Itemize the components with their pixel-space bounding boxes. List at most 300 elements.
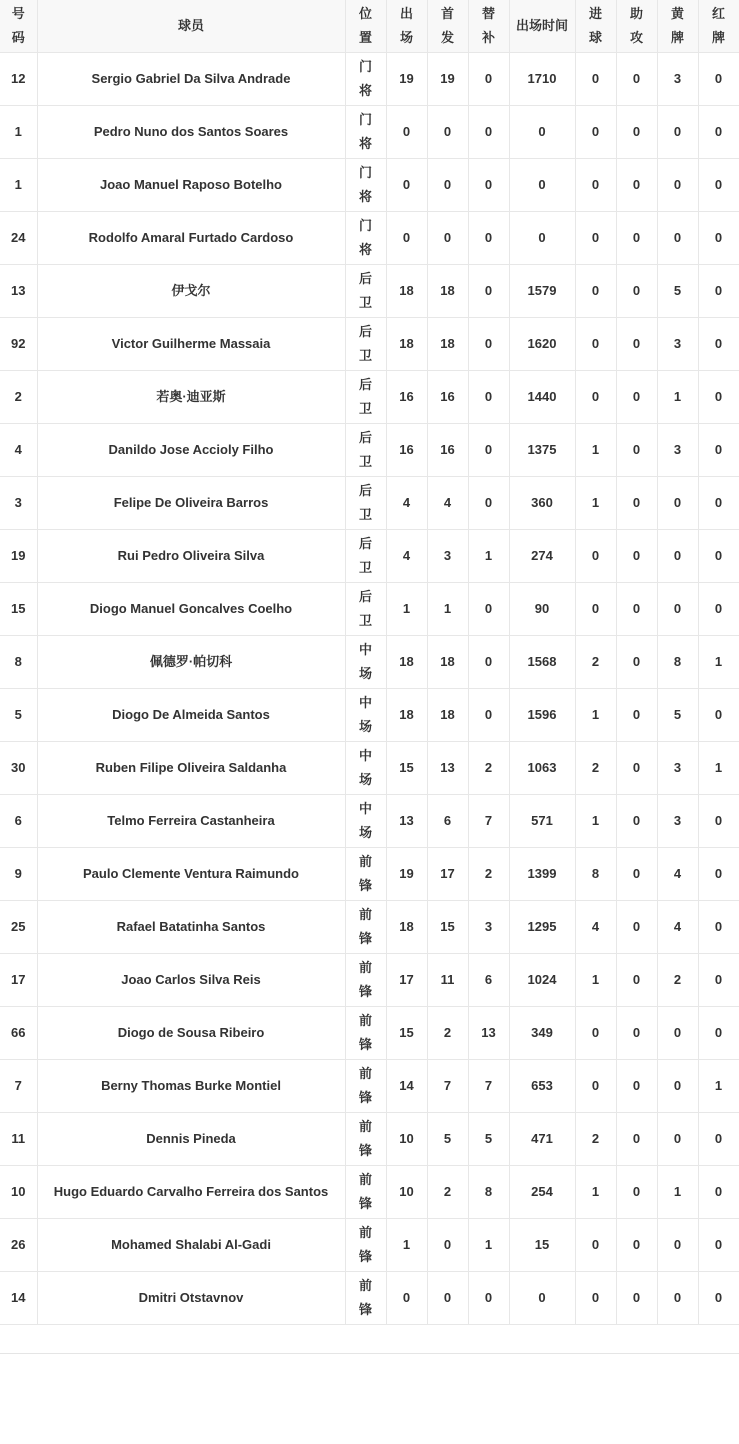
table-row bbox=[0, 318, 739, 371]
goals-value: 0 bbox=[591, 124, 600, 139]
cell-yellow-cards bbox=[657, 636, 698, 689]
assists-value: 0 bbox=[632, 1078, 641, 1093]
column-header-red-cards bbox=[698, 0, 739, 53]
cell-assists bbox=[616, 212, 657, 265]
minutes-value: 360 bbox=[531, 495, 553, 510]
player-value: Danildo Jose Accioly Filho bbox=[108, 442, 274, 457]
cell-appearances bbox=[386, 1113, 427, 1166]
table-row bbox=[0, 848, 739, 901]
cell-position bbox=[345, 583, 386, 636]
cell-yellow-cards bbox=[657, 1060, 698, 1113]
appearances-value: 14 bbox=[399, 1078, 414, 1093]
starts-value: 2 bbox=[443, 1025, 452, 1040]
red-cards-value: 0 bbox=[714, 389, 723, 404]
substitute-value: 0 bbox=[484, 442, 493, 457]
yellow-cards-value: 0 bbox=[673, 495, 682, 510]
cell-appearances bbox=[386, 530, 427, 583]
red-cards-value: 0 bbox=[714, 707, 723, 722]
cell-minutes bbox=[509, 795, 575, 848]
table-row bbox=[0, 1272, 739, 1325]
goals-value: 2 bbox=[591, 760, 600, 775]
cell-appearances bbox=[386, 583, 427, 636]
cell-starts bbox=[427, 1007, 468, 1060]
cell-number bbox=[0, 53, 37, 106]
cell-substitute bbox=[468, 53, 509, 106]
starts-value: 18 bbox=[440, 654, 455, 669]
substitute-value: 0 bbox=[484, 230, 493, 245]
minutes-value: 1063 bbox=[527, 760, 557, 775]
number-value: 5 bbox=[14, 707, 22, 722]
cell-yellow-cards bbox=[657, 1007, 698, 1060]
position-value: 中场 bbox=[358, 642, 372, 681]
cell-player bbox=[37, 530, 345, 583]
substitute-value: 0 bbox=[484, 283, 493, 298]
assists-value: 0 bbox=[632, 230, 641, 245]
cell-substitute bbox=[468, 1007, 509, 1060]
number-value: 9 bbox=[14, 866, 22, 881]
player-value: Pedro Nuno dos Santos Soares bbox=[93, 124, 289, 139]
cell-appearances bbox=[386, 1060, 427, 1113]
column-header-substitute bbox=[468, 0, 509, 53]
cell-substitute bbox=[468, 159, 509, 212]
cell-number bbox=[0, 318, 37, 371]
yellow-cards-value: 3 bbox=[673, 336, 682, 351]
cell-assists bbox=[616, 1113, 657, 1166]
red-cards-value: 0 bbox=[714, 866, 723, 881]
assists-value: 0 bbox=[632, 1184, 641, 1199]
table-row bbox=[0, 530, 739, 583]
number-value: 19 bbox=[11, 548, 26, 563]
cell-substitute bbox=[468, 1272, 509, 1325]
appearances-value: 17 bbox=[399, 972, 414, 987]
cell-goals bbox=[575, 1113, 616, 1166]
red-cards-value: 0 bbox=[714, 177, 723, 192]
cell-player bbox=[37, 1060, 345, 1113]
column-header-number bbox=[0, 0, 37, 53]
player-value: 佩德罗·帕切科 bbox=[149, 654, 233, 669]
appearances-value: 1 bbox=[402, 1237, 411, 1252]
table-row bbox=[0, 265, 739, 318]
cell-position bbox=[345, 1060, 386, 1113]
cell-player bbox=[37, 1272, 345, 1325]
player-value: Hugo Eduardo Carvalho Ferreira dos Santos bbox=[53, 1184, 329, 1199]
red-cards-value: 0 bbox=[714, 124, 723, 139]
substitute-value: 13 bbox=[481, 1025, 496, 1040]
number-value: 7 bbox=[14, 1078, 22, 1093]
player-value: Victor Guilherme Massaia bbox=[111, 336, 271, 351]
starts-value: 2 bbox=[443, 1184, 452, 1199]
cell-goals bbox=[575, 530, 616, 583]
red-cards-value: 0 bbox=[714, 336, 723, 351]
column-header-label: 替补 bbox=[481, 6, 495, 45]
cell-player bbox=[37, 371, 345, 424]
goals-value: 0 bbox=[591, 1025, 600, 1040]
red-cards-value: 0 bbox=[714, 1025, 723, 1040]
cell-substitute bbox=[468, 795, 509, 848]
column-header-label: 位置 bbox=[358, 6, 372, 45]
position-value: 中场 bbox=[358, 695, 372, 734]
substitute-value: 7 bbox=[484, 813, 493, 828]
cell-starts bbox=[427, 583, 468, 636]
assists-value: 0 bbox=[632, 283, 641, 298]
cell-appearances bbox=[386, 212, 427, 265]
cell-goals bbox=[575, 795, 616, 848]
minutes-value: 349 bbox=[531, 1025, 553, 1040]
column-header-goals bbox=[575, 0, 616, 53]
cell-substitute bbox=[468, 1166, 509, 1219]
position-value: 后卫 bbox=[358, 271, 372, 310]
cell-minutes bbox=[509, 53, 575, 106]
yellow-cards-value: 3 bbox=[673, 71, 682, 86]
cell-position bbox=[345, 1113, 386, 1166]
cell-position bbox=[345, 742, 386, 795]
cell-minutes bbox=[509, 424, 575, 477]
number-value: 4 bbox=[14, 442, 22, 457]
cell-substitute bbox=[468, 689, 509, 742]
cell-number bbox=[0, 265, 37, 318]
cell-position bbox=[345, 212, 386, 265]
goals-value: 0 bbox=[591, 283, 600, 298]
cell-red-cards bbox=[698, 689, 739, 742]
cell-starts bbox=[427, 1272, 468, 1325]
cell-player bbox=[37, 583, 345, 636]
appearances-value: 0 bbox=[402, 124, 411, 139]
cell-starts bbox=[427, 318, 468, 371]
cell-starts bbox=[427, 106, 468, 159]
substitute-value: 0 bbox=[484, 124, 493, 139]
position-value: 前锋 bbox=[358, 1119, 372, 1158]
cell-appearances bbox=[386, 954, 427, 1007]
cell-assists bbox=[616, 371, 657, 424]
assists-value: 0 bbox=[632, 601, 641, 616]
red-cards-value: 0 bbox=[714, 1290, 723, 1305]
cell-yellow-cards bbox=[657, 424, 698, 477]
number-value: 66 bbox=[11, 1025, 26, 1040]
number-value: 1 bbox=[14, 177, 22, 192]
substitute-value: 0 bbox=[484, 389, 493, 404]
minutes-value: 1295 bbox=[527, 919, 557, 934]
starts-value: 17 bbox=[440, 866, 455, 881]
cell-yellow-cards bbox=[657, 1219, 698, 1272]
cell-yellow-cards bbox=[657, 530, 698, 583]
cell-starts bbox=[427, 1113, 468, 1166]
number-value: 12 bbox=[11, 71, 26, 86]
cell-substitute bbox=[468, 477, 509, 530]
cell-number bbox=[0, 1272, 37, 1325]
goals-value: 1 bbox=[591, 442, 600, 457]
column-header-yellow-cards bbox=[657, 0, 698, 53]
cell-yellow-cards bbox=[657, 1166, 698, 1219]
cell-player bbox=[37, 742, 345, 795]
column-header-label: 首发 bbox=[440, 6, 454, 45]
position-value: 中场 bbox=[358, 748, 372, 787]
yellow-cards-value: 8 bbox=[673, 654, 682, 669]
starts-value: 18 bbox=[440, 707, 455, 722]
cell-player bbox=[37, 106, 345, 159]
position-value: 中场 bbox=[358, 801, 372, 840]
starts-value: 6 bbox=[443, 813, 452, 828]
cell-appearances bbox=[386, 53, 427, 106]
goals-value: 4 bbox=[591, 919, 600, 934]
number-value: 8 bbox=[14, 654, 22, 669]
position-value: 后卫 bbox=[358, 483, 372, 522]
table-row bbox=[0, 689, 739, 742]
player-value: Rui Pedro Oliveira Silva bbox=[117, 548, 265, 563]
cell-starts bbox=[427, 848, 468, 901]
goals-value: 0 bbox=[591, 71, 600, 86]
cell-starts bbox=[427, 636, 468, 689]
number-value: 17 bbox=[11, 972, 26, 987]
cell-assists bbox=[616, 848, 657, 901]
assists-value: 0 bbox=[632, 336, 641, 351]
cell-red-cards bbox=[698, 636, 739, 689]
table-row bbox=[0, 424, 739, 477]
assists-value: 0 bbox=[632, 71, 641, 86]
cell-red-cards bbox=[698, 477, 739, 530]
cell-substitute bbox=[468, 583, 509, 636]
cell-minutes bbox=[509, 583, 575, 636]
red-cards-value: 0 bbox=[714, 919, 723, 934]
minutes-value: 0 bbox=[538, 230, 546, 245]
number-value: 15 bbox=[11, 601, 26, 616]
minutes-value: 254 bbox=[531, 1184, 553, 1199]
red-cards-value: 0 bbox=[714, 1237, 723, 1252]
substitute-value: 5 bbox=[484, 1131, 493, 1146]
cell-number bbox=[0, 159, 37, 212]
substitute-value: 2 bbox=[484, 866, 493, 881]
yellow-cards-value: 1 bbox=[673, 1184, 682, 1199]
minutes-value: 0 bbox=[538, 1290, 546, 1305]
number-value: 1 bbox=[14, 124, 22, 139]
cell-yellow-cards bbox=[657, 689, 698, 742]
starts-value: 18 bbox=[440, 336, 455, 351]
cell-player bbox=[37, 159, 345, 212]
red-cards-value: 0 bbox=[714, 548, 723, 563]
goals-value: 2 bbox=[591, 654, 600, 669]
cell-minutes bbox=[509, 1219, 575, 1272]
cell-position bbox=[345, 159, 386, 212]
number-value: 11 bbox=[11, 1131, 26, 1146]
cell-appearances bbox=[386, 318, 427, 371]
substitute-value: 0 bbox=[484, 71, 493, 86]
column-header-label: 助攻 bbox=[629, 6, 643, 45]
player-value: Rafael Batatinha Santos bbox=[116, 919, 266, 934]
player-value: Mohamed Shalabi Al-Gadi bbox=[111, 1237, 271, 1252]
position-value: 后卫 bbox=[358, 589, 372, 628]
red-cards-value: 0 bbox=[714, 813, 723, 828]
cell-goals bbox=[575, 636, 616, 689]
cell-minutes bbox=[509, 901, 575, 954]
goals-value: 0 bbox=[591, 1290, 600, 1305]
position-value: 前锋 bbox=[358, 1278, 372, 1317]
cell-position bbox=[345, 106, 386, 159]
cell-number bbox=[0, 689, 37, 742]
cell-assists bbox=[616, 318, 657, 371]
cell-assists bbox=[616, 636, 657, 689]
cell-appearances bbox=[386, 742, 427, 795]
assists-value: 0 bbox=[632, 972, 641, 987]
player-value: 若奥·迪亚斯 bbox=[156, 389, 226, 404]
yellow-cards-value: 3 bbox=[673, 442, 682, 457]
table-row bbox=[0, 583, 739, 636]
cell-player bbox=[37, 1113, 345, 1166]
cell-red-cards bbox=[698, 583, 739, 636]
cell-position bbox=[345, 265, 386, 318]
position-value: 前锋 bbox=[358, 1066, 372, 1105]
assists-value: 0 bbox=[632, 1290, 641, 1305]
cell-substitute bbox=[468, 954, 509, 1007]
header-row bbox=[0, 0, 739, 53]
cell-substitute bbox=[468, 1060, 509, 1113]
table-row bbox=[0, 1113, 739, 1166]
starts-value: 0 bbox=[443, 230, 452, 245]
cell-player bbox=[37, 318, 345, 371]
cell-substitute bbox=[468, 265, 509, 318]
player-value: Berny Thomas Burke Montiel bbox=[101, 1078, 281, 1093]
minutes-value: 471 bbox=[531, 1131, 553, 1146]
cell-starts bbox=[427, 795, 468, 848]
cell-goals bbox=[575, 901, 616, 954]
table-row bbox=[0, 901, 739, 954]
cell-red-cards bbox=[698, 212, 739, 265]
player-value: Diogo de Sousa Ribeiro bbox=[117, 1025, 265, 1040]
appearances-value: 16 bbox=[399, 442, 414, 457]
number-value: 30 bbox=[11, 760, 26, 775]
cell-number bbox=[0, 1113, 37, 1166]
cell-assists bbox=[616, 53, 657, 106]
appearances-value: 18 bbox=[399, 283, 414, 298]
yellow-cards-value: 0 bbox=[673, 1025, 682, 1040]
appearances-value: 10 bbox=[399, 1131, 414, 1146]
number-value: 26 bbox=[11, 1237, 26, 1252]
cell-red-cards bbox=[698, 742, 739, 795]
red-cards-value: 1 bbox=[714, 760, 723, 775]
cell-goals bbox=[575, 742, 616, 795]
substitute-value: 6 bbox=[484, 972, 493, 987]
cell-position bbox=[345, 1166, 386, 1219]
cell-player bbox=[37, 53, 345, 106]
cell-assists bbox=[616, 159, 657, 212]
cell-goals bbox=[575, 318, 616, 371]
cell-yellow-cards bbox=[657, 583, 698, 636]
cell-red-cards bbox=[698, 318, 739, 371]
assists-value: 0 bbox=[632, 760, 641, 775]
substitute-value: 3 bbox=[484, 919, 493, 934]
cell-starts bbox=[427, 53, 468, 106]
goals-value: 1 bbox=[591, 495, 600, 510]
cell-position bbox=[345, 901, 386, 954]
substitute-value: 1 bbox=[484, 548, 493, 563]
cell-yellow-cards bbox=[657, 265, 698, 318]
position-value: 门将 bbox=[358, 59, 372, 98]
cell-substitute bbox=[468, 901, 509, 954]
cell-assists bbox=[616, 689, 657, 742]
position-value: 后卫 bbox=[358, 430, 372, 469]
player-value: Telmo Ferreira Castanheira bbox=[107, 813, 275, 828]
cell-player bbox=[37, 1219, 345, 1272]
cell-substitute bbox=[468, 742, 509, 795]
cell-yellow-cards bbox=[657, 848, 698, 901]
starts-value: 16 bbox=[440, 442, 455, 457]
cell-position bbox=[345, 424, 386, 477]
column-header-player bbox=[37, 0, 345, 53]
cell-player bbox=[37, 1007, 345, 1060]
cell-yellow-cards bbox=[657, 742, 698, 795]
cell-yellow-cards bbox=[657, 901, 698, 954]
column-header-starts bbox=[427, 0, 468, 53]
cell-appearances bbox=[386, 689, 427, 742]
minutes-value: 1024 bbox=[527, 972, 557, 987]
substitute-value: 0 bbox=[484, 495, 493, 510]
substitute-value: 0 bbox=[484, 707, 493, 722]
assists-value: 0 bbox=[632, 919, 641, 934]
cell-red-cards bbox=[698, 530, 739, 583]
cell-goals bbox=[575, 1219, 616, 1272]
cell-number bbox=[0, 1007, 37, 1060]
cell-starts bbox=[427, 159, 468, 212]
cell-minutes bbox=[509, 1060, 575, 1113]
cell-red-cards bbox=[698, 848, 739, 901]
appearances-value: 4 bbox=[402, 548, 411, 563]
cell-assists bbox=[616, 901, 657, 954]
number-value: 2 bbox=[14, 389, 22, 404]
table-row bbox=[0, 1219, 739, 1272]
cell-player bbox=[37, 265, 345, 318]
starts-value: 13 bbox=[440, 760, 455, 775]
cell-red-cards bbox=[698, 1219, 739, 1272]
column-header-position bbox=[345, 0, 386, 53]
cell-number bbox=[0, 742, 37, 795]
cell-goals bbox=[575, 689, 616, 742]
cell-minutes bbox=[509, 1272, 575, 1325]
cell-starts bbox=[427, 477, 468, 530]
cell-starts bbox=[427, 371, 468, 424]
starts-value: 7 bbox=[443, 1078, 452, 1093]
cell-position bbox=[345, 636, 386, 689]
player-value: Dennis Pineda bbox=[146, 1131, 236, 1146]
cell-yellow-cards bbox=[657, 1113, 698, 1166]
goals-value: 0 bbox=[591, 548, 600, 563]
cell-substitute bbox=[468, 1113, 509, 1166]
cell-position bbox=[345, 318, 386, 371]
minutes-value: 1596 bbox=[527, 707, 557, 722]
assists-value: 0 bbox=[632, 177, 641, 192]
table-row bbox=[0, 1166, 739, 1219]
appearances-value: 0 bbox=[402, 1290, 411, 1305]
goals-value: 2 bbox=[591, 1131, 600, 1146]
cell-yellow-cards bbox=[657, 477, 698, 530]
position-value: 后卫 bbox=[358, 324, 372, 363]
cell-red-cards bbox=[698, 265, 739, 318]
assists-value: 0 bbox=[632, 389, 641, 404]
starts-value: 0 bbox=[443, 1290, 452, 1305]
cell-substitute bbox=[468, 212, 509, 265]
cell-minutes bbox=[509, 530, 575, 583]
cell-number bbox=[0, 583, 37, 636]
assists-value: 0 bbox=[632, 124, 641, 139]
cell-starts bbox=[427, 901, 468, 954]
cell-player bbox=[37, 636, 345, 689]
cell-minutes bbox=[509, 954, 575, 1007]
appearances-value: 18 bbox=[399, 707, 414, 722]
minutes-value: 274 bbox=[531, 548, 553, 563]
cell-assists bbox=[616, 1060, 657, 1113]
table-row bbox=[0, 212, 739, 265]
cell-appearances bbox=[386, 477, 427, 530]
number-value: 10 bbox=[11, 1184, 26, 1199]
appearances-value: 16 bbox=[399, 389, 414, 404]
goals-value: 1 bbox=[591, 813, 600, 828]
